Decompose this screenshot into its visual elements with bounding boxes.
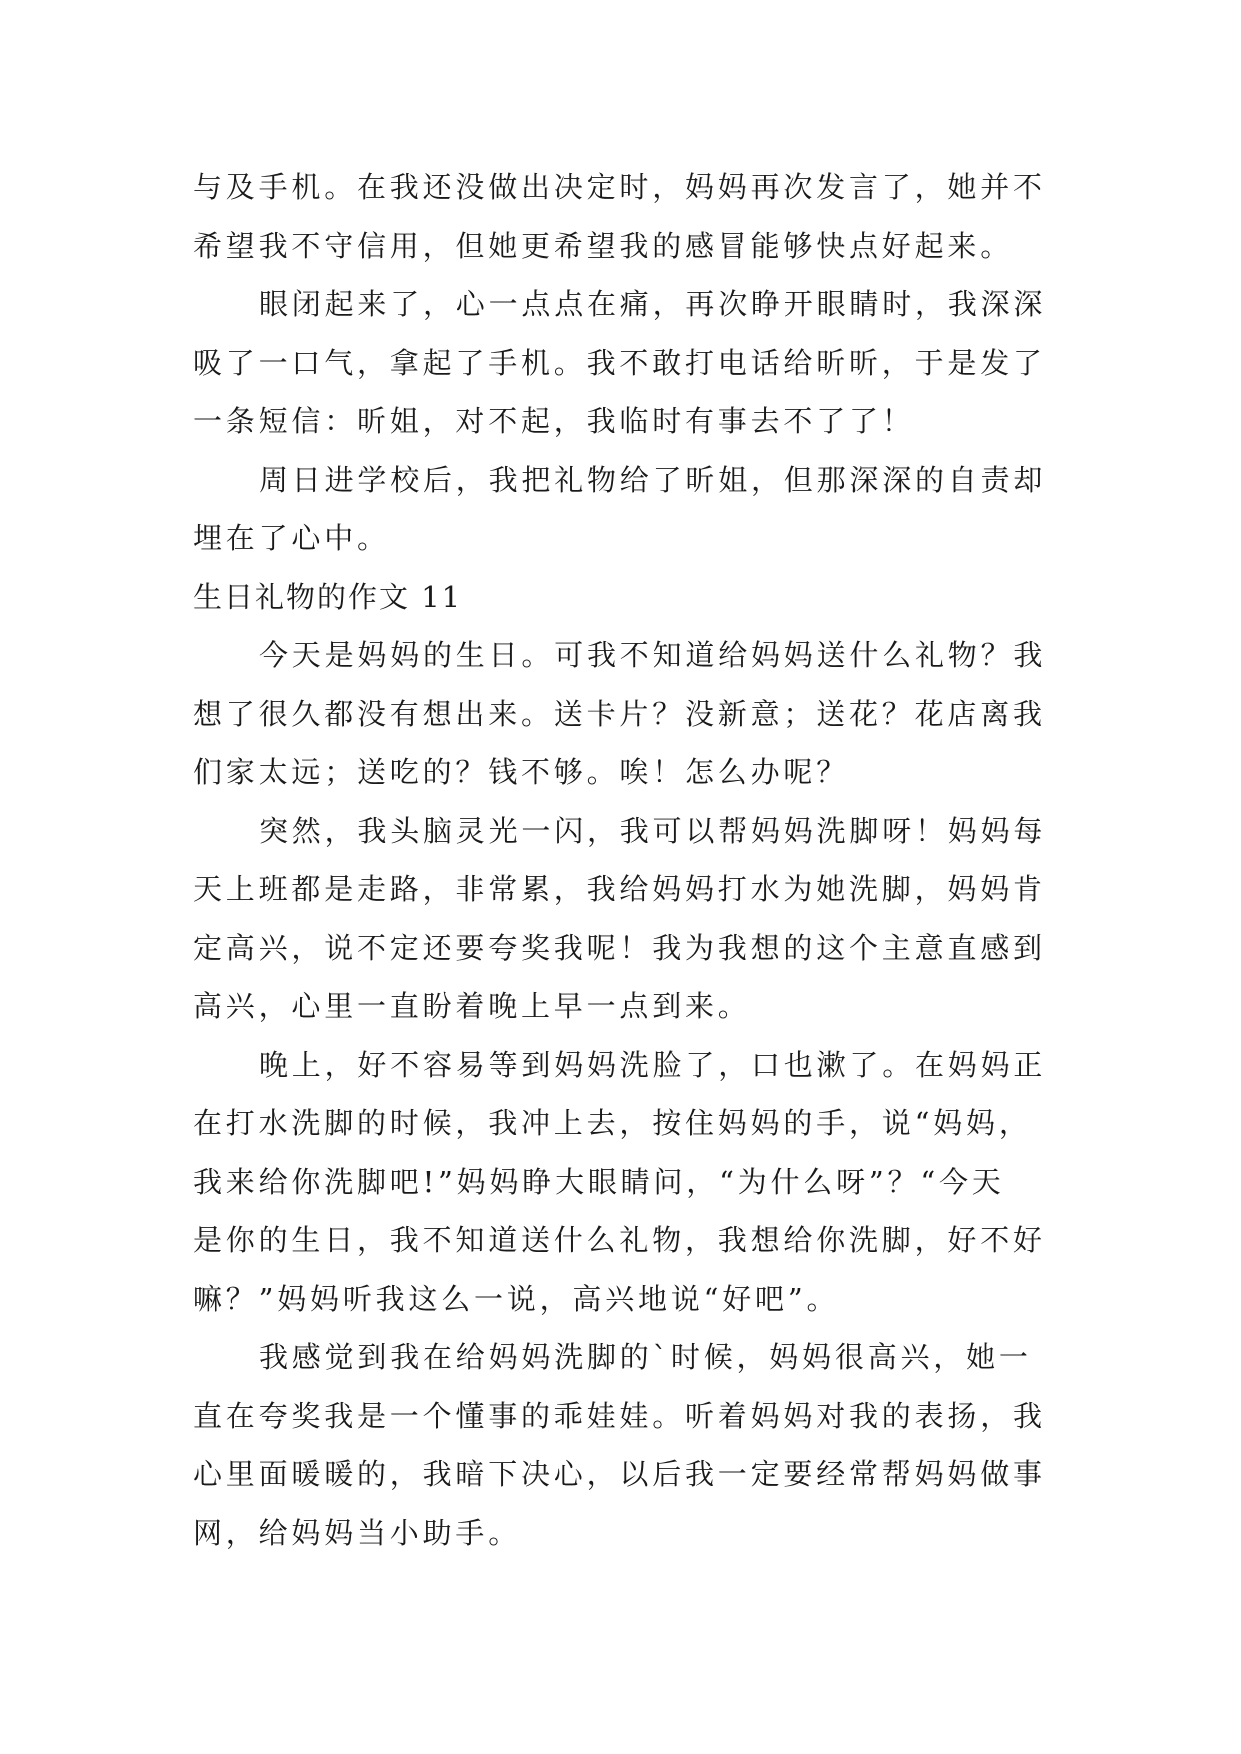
- text-line: 直在夸奖我是一个懂事的乖娃娃。听着妈妈对我的表扬，我: [193, 1398, 1046, 1433]
- text-line: 想了很久都没有想出来。送卡片？没新意；送花？花店离我: [193, 696, 1046, 731]
- text-line: 一条短信：昕姐，对不起，我临时有事去不了了！: [193, 404, 915, 438]
- paragraph: [193, 275, 1068, 451]
- text-line: 与及手机。在我还没做出决定时，妈妈再次发言了，她并不: [193, 170, 1046, 204]
- text-line: 我感觉到我在给妈妈洗脚的`时候，妈妈很高兴，她一: [259, 1340, 1032, 1374]
- text-line: 埋在了心中。: [193, 521, 390, 555]
- text-line: 突然，我头脑灵光一闪，我可以帮妈妈洗脚呀！妈妈每: [259, 813, 1047, 848]
- text-line: 在打水洗脚的时候，我冲上去，按住妈妈的手，说“妈妈，: [193, 1106, 1032, 1140]
- text-line: 高兴，心里一直盼着晚上早一点到来。: [193, 989, 751, 1023]
- text-line: 今天是妈妈的生日。可我不知道给妈妈送什么礼物？我: [259, 638, 1047, 672]
- section-heading-text: 生日礼物的作文 11: [193, 579, 463, 614]
- text-line: 嘛？”妈妈听我这么一说，高兴地说“好吧”。: [193, 1281, 840, 1316]
- paragraph: [193, 158, 1068, 275]
- text-line: 们家太远；送吃的？钱不够。唉！怎么办呢？: [193, 755, 850, 789]
- text-line: 心里面暖暖的，我暗下决心，以后我一定要经常帮妈妈做事: [193, 1457, 1046, 1491]
- text-line: 晚上，好不容易等到妈妈洗脸了，口也漱了。在妈妈正: [259, 1047, 1047, 1082]
- text-line: 网，给妈妈当小助手。: [193, 1515, 522, 1550]
- paragraph: [193, 1036, 1068, 1329]
- section-heading: [193, 568, 1068, 627]
- document-body: [193, 158, 1068, 1562]
- paragraph: [193, 626, 1068, 802]
- paragraph: [193, 1328, 1068, 1562]
- text-line: 定高兴，说不定还要夸奖我呢！我为我想的这个主意直感到: [193, 930, 1046, 965]
- text-line: 周日进学校后，我把礼物给了昕姐，但那深深的自责却: [259, 462, 1047, 497]
- text-line: 吸了一口气，拿起了手机。我不敢打电话给昕昕，于是发了: [193, 345, 1046, 380]
- text-line: 眼闭起来了，心一点点在痛，再次睁开眼睛时，我深深: [259, 287, 1047, 321]
- text-line: 希望我不守信用，但她更希望我的感冒能够快点好起来。: [193, 228, 1014, 263]
- paragraph: [193, 451, 1068, 568]
- text-line: 天上班都是走路，非常累，我给妈妈打水为她洗脚，妈妈肯: [193, 872, 1046, 906]
- text-line: 是你的生日，我不知道送什么礼物，我想给你洗脚，好不好: [193, 1223, 1046, 1257]
- paragraph: [193, 802, 1068, 1036]
- text-line: 我来给你洗脚吧!”妈妈睁大眼睛问，“为什么呀”？“今天: [193, 1164, 1005, 1199]
